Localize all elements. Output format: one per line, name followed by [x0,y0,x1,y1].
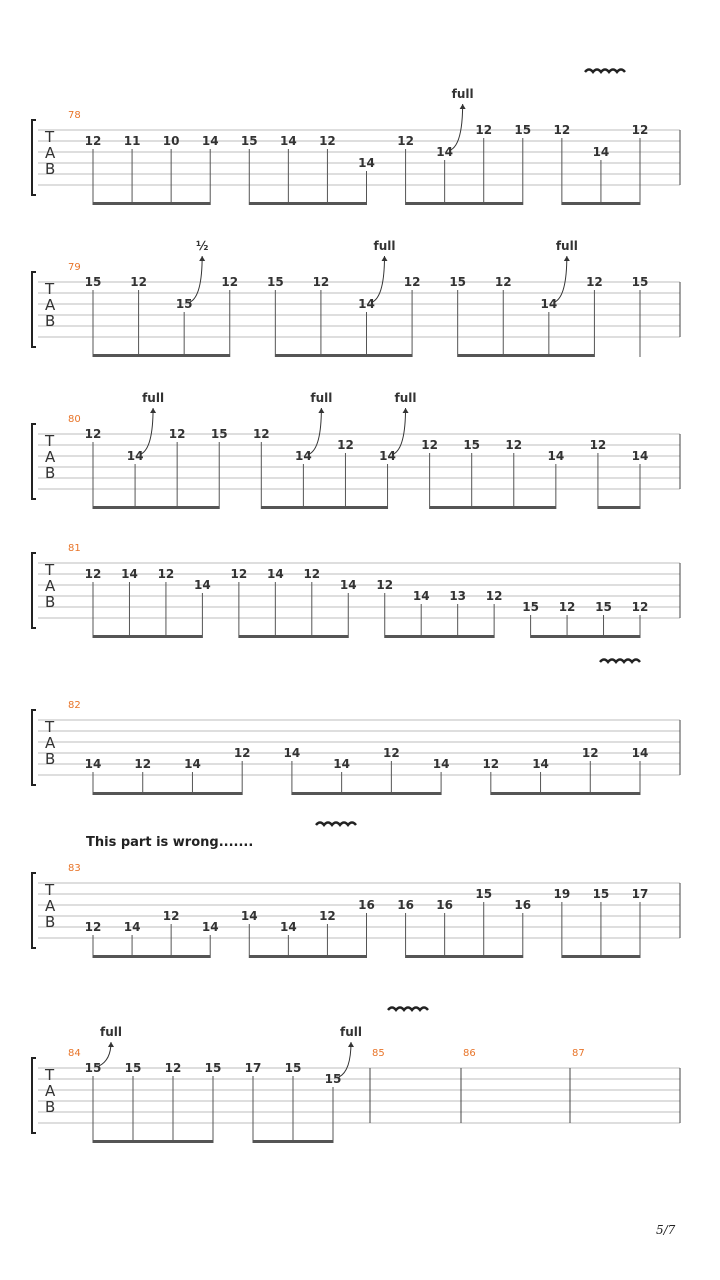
fret-number: 12 [130,275,147,289]
tab-letter: B [45,593,56,611]
measure-number: 83 [68,863,81,874]
fret-number: 15 [204,1061,222,1075]
fret-number: 12 [84,567,102,581]
fret-number: 12 [84,920,102,934]
fret-number: 15 [210,427,228,441]
vibrato-icon [316,823,356,826]
fret-number: 12 [84,134,102,148]
vibrato-icon [600,660,640,663]
tab-letter: A [45,897,56,915]
fret-number: 12 [221,275,239,289]
fret-number: 12 [482,757,500,771]
beam [562,202,640,205]
fret-number: 17 [244,1061,262,1075]
bend-label: full [310,391,333,405]
fret-number: 12 [485,589,503,603]
fret-number: 15 [84,275,102,289]
tab-letter: T [45,280,55,298]
bend-label: full [394,391,417,405]
beam [292,792,441,795]
fret-number: 14 [84,757,102,771]
fret-number: 12 [505,438,523,452]
fret-number: 12 [168,427,186,441]
tab-letter: A [45,1082,56,1100]
fret-number: 16 [397,898,414,912]
staff-bracket [32,710,36,785]
fret-number: 15 [592,887,610,901]
fret-number: 14 [240,909,258,923]
measure-number: 79 [68,262,81,273]
fret-number: 14 [283,746,301,760]
fret-number: 14 [436,145,453,159]
fret-number: 14 [184,757,201,771]
fret-number: 12 [558,600,576,614]
bend-arrow-icon [460,104,466,109]
bend-label: full [373,239,396,253]
fret-number: 12 [631,600,649,614]
measure-number: 78 [68,110,81,121]
staff-system-82 [32,660,680,796]
staff-bracket [32,424,36,499]
fret-number: 14 [358,297,375,311]
bend-curve [141,408,153,454]
fret-number: 14 [358,156,375,170]
staff-bracket [32,1058,36,1133]
fret-number: 14 [201,920,219,934]
beam [531,635,640,638]
bend-label: full [340,1025,362,1039]
beam [406,202,523,205]
fret-number: 15 [449,275,467,289]
fret-number: 16 [514,898,532,912]
beam [249,955,366,958]
fret-number: 15 [475,887,493,901]
beam [93,635,202,638]
comment-text: This part is wrong....... [86,835,254,850]
beam [93,955,210,958]
beam [93,1140,213,1143]
fret-number: 14 [631,746,649,760]
tab-staves [32,70,680,1144]
staff-system-78 [32,70,680,206]
beam [458,354,595,357]
fret-number: 15 [175,297,193,311]
fret-number: 12 [586,275,603,289]
fret-number: 14 [121,567,138,581]
tab-letter: T [45,561,55,579]
tab-letter: B [45,1098,56,1116]
bend-arrow-icon [150,408,156,413]
bend-label: ½ [195,239,209,253]
tab-letter: A [45,296,56,314]
fret-number: 12 [403,275,421,289]
fret-number: 14 [532,757,549,771]
measure-number: 82 [68,700,81,711]
fret-number: 15 [463,438,481,452]
fret-number: 12 [337,438,354,452]
beam [598,506,640,509]
fret-number: 15 [240,134,258,148]
fret-number: 15 [522,600,539,614]
fret-number: 15 [284,1061,302,1075]
fret-number: 17 [631,887,649,901]
fret-number: 12 [84,427,102,441]
tab-letter: B [45,913,56,931]
fret-number: 14 [194,578,211,592]
bend-label: full [451,87,474,101]
staff-system-81 [32,543,680,638]
fret-number: 14 [631,449,649,463]
beam [93,202,210,205]
fret-number: 12 [233,746,251,760]
fret-number: 14 [280,920,297,934]
vibrato-icon [585,70,625,73]
fret-number: 12 [157,567,175,581]
measure-number: 86 [463,1048,476,1059]
fret-number: 12 [421,438,438,452]
fret-number: 12 [303,567,321,581]
tab-letter: T [45,718,55,736]
fret-number: 19 [553,887,571,901]
staff-system-80 [32,391,680,509]
tab-letter: A [45,144,56,162]
page-number: 5/7 [656,1223,676,1237]
fret-number: 12 [631,123,649,137]
measure-number: 85 [372,1048,385,1059]
beam [249,202,366,205]
fret-number: 15 [266,275,284,289]
fret-number: 12 [383,746,400,760]
fret-number: 12 [319,134,336,148]
fret-number: 14 [126,449,144,463]
bend-curve [373,256,385,302]
fret-number: 15 [84,1061,102,1075]
tab-letter: B [45,312,56,330]
fret-number: 14 [266,567,284,581]
fret-number: 12 [475,123,493,137]
bend-arrow-icon [564,256,570,261]
bend-curve [309,408,321,454]
tab-letter: T [45,881,55,899]
bend-arrow-icon [382,256,388,261]
fret-number: 12 [581,746,599,760]
tab-letter: A [45,734,56,752]
fret-number: 12 [252,427,270,441]
tab-letter: T [45,432,55,450]
measure-number: 81 [68,543,81,554]
bend-arrow-icon [199,256,205,261]
staff-bracket [32,120,36,195]
fret-number: 12 [230,567,248,581]
beam [93,354,230,357]
beam [253,1140,333,1143]
fret-number: 14 [547,449,565,463]
tab-letter: T [45,1066,55,1084]
fret-number: 14 [592,145,610,159]
beam [261,506,387,509]
bend-label: full [142,391,165,405]
fret-number: 10 [162,134,180,148]
bend-arrow-icon [108,1042,114,1047]
measure-number: 84 [68,1048,81,1059]
fret-number: 14 [295,449,312,463]
fret-number: 12 [134,757,152,771]
bend-label: full [100,1025,122,1039]
beam [385,635,494,638]
tab-letter: B [45,160,56,178]
beam [406,955,523,958]
bend-label: full [555,239,578,253]
bend-arrow-icon [403,408,409,413]
fret-number: 14 [540,297,558,311]
fret-number: 15 [324,1072,342,1086]
beam [239,635,348,638]
tab-letter: A [45,577,56,595]
beam [275,354,412,357]
beam [491,792,640,795]
fret-number: 16 [358,898,375,912]
fret-number: 15 [595,600,612,614]
staff-bracket [32,873,36,948]
bend-curve [190,256,202,302]
fret-number: 12 [553,123,571,137]
fret-number: 12 [164,1061,182,1075]
fret-number: 14 [432,757,450,771]
fret-number: 15 [514,123,532,137]
bend-arrow-icon [318,408,324,413]
tab-letter: A [45,448,56,466]
beam [430,506,556,509]
measure-number: 87 [572,1048,585,1059]
staff-bracket [32,272,36,347]
fret-number: 12 [319,909,336,923]
fret-number: 14 [379,449,396,463]
tab-letter: B [45,464,56,482]
beam [93,792,242,795]
staff-bracket [32,553,36,628]
beam [562,955,640,958]
fret-number: 15 [124,1061,142,1075]
fret-number: 12 [162,909,180,923]
fret-number: 14 [412,589,430,603]
fret-number: 14 [123,920,141,934]
fret-number: 14 [333,757,350,771]
fret-number: 12 [397,134,414,148]
fret-number: 13 [449,589,467,603]
fret-number: 15 [631,275,649,289]
fret-number: 14 [280,134,297,148]
bend-curve [394,408,406,454]
staff-system-79 [32,239,680,357]
vibrato-icon [388,1008,428,1011]
bend-curve [555,256,567,302]
fret-number: 16 [436,898,453,912]
fret-number: 12 [376,578,394,592]
tab-letter: B [45,750,56,768]
staff-system-84 [32,1008,680,1144]
measure-number: 80 [68,414,81,425]
tab-letter: T [45,128,55,146]
bend-arrow-icon [348,1042,354,1047]
bend-curve [451,104,463,150]
fret-number: 12 [494,275,512,289]
fret-number: 14 [339,578,357,592]
fret-number: 11 [123,134,141,148]
fret-number: 12 [589,438,607,452]
beam [93,506,219,509]
fret-number: 12 [312,275,330,289]
fret-number: 14 [201,134,219,148]
